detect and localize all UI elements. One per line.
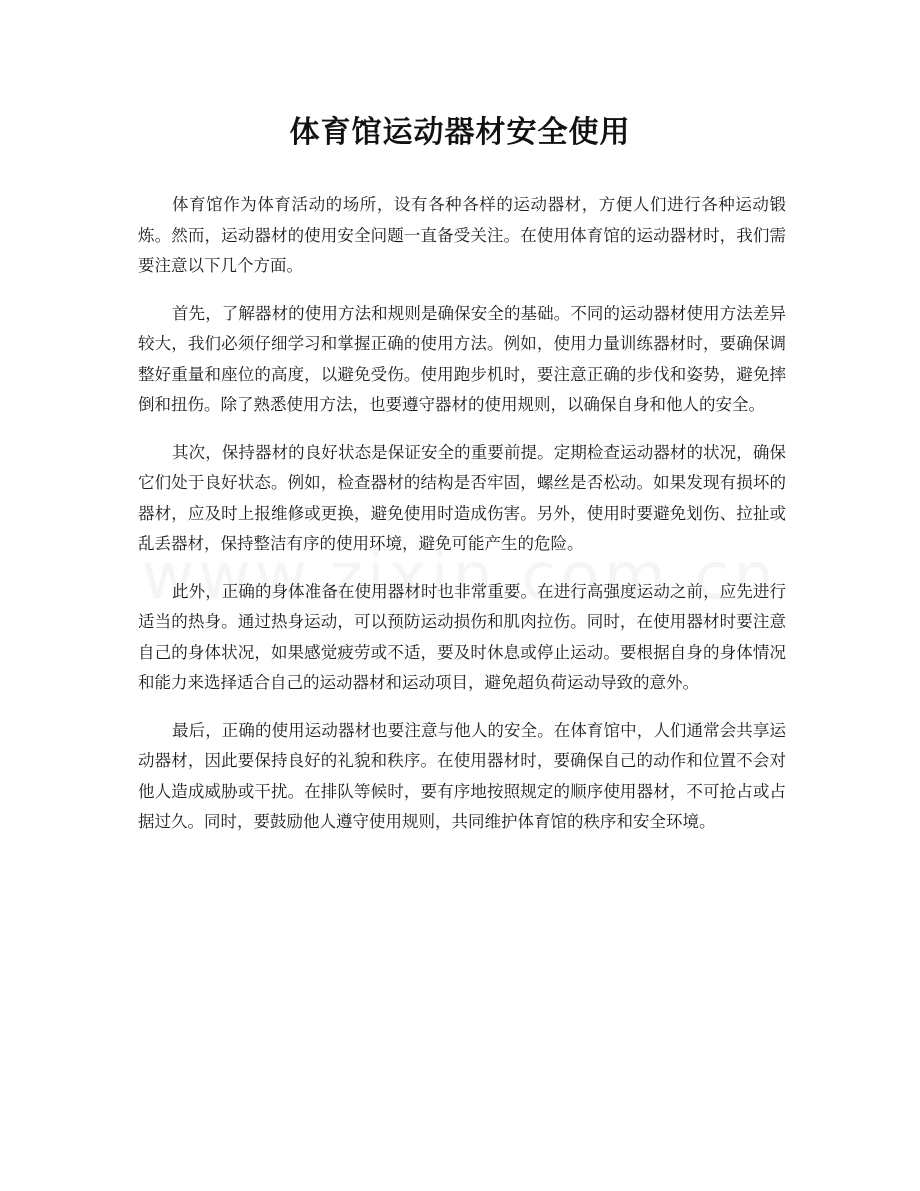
paragraph-usage-rules: 首先，了解器材的使用方法和规则是确保安全的基础。不同的运动器材使用方法差异较大，我们必须仔细学习和掌握正确的使用方法。例如，使用力量训练器材时，要确保调整好重量和座位的高度，以避免受伤。使用跑步机时，要注意正确的步伐和姿势，避免摔倒和扭伤。除了熟悉使用方法，也要遵守器材的使用规则，以确保自身和他人的安全。	[138, 303, 786, 414]
paragraph-intro: 体育馆作为体育活动的场所，设有各种各样的运动器材，方便人们进行各种运动锻炼。然而，运动器材的使用安全问题一直备受关注。在使用体育馆的运动器材时，我们需要注意以下几个方面。	[138, 195, 786, 275]
page-title: 体育馆运动器材安全使用	[289, 115, 631, 150]
document-body	[138, 190, 786, 838]
paragraph-body-preparation: 此外，正确的身体准备在使用器材时也非常重要。在进行高强度运动之前，应先进行适当的热身。通过热身运动，可以预防运动损伤和肌肉拉伤。同时，在使用器材时要注意自己的身体状况，如果感觉疲劳或不适，要及时休息或停止运动。要根据自身的身体情况和能力来选择适合自己的运动器材和运动项目，避免超负荷运动导致的意外。	[138, 581, 786, 692]
paragraph-others-safety: 最后，正确的使用运动器材也要注意与他人的安全。在体育馆中，人们通常会共享运动器材，因此要保持良好的礼貌和秩序。在使用器材时，要确保自己的动作和位置不会对他人造成威胁或干扰。在排队等候时，要有序地按照规定的顺序使用器材，不可抢占或占据过久。同时，要鼓励他人遵守使用规则，共同维护体育馆的秩序和安全环境。	[138, 720, 786, 831]
paragraph-equipment-condition: 其次，保持器材的良好状态是保证安全的重要前提。定期检查运动器材的状况，确保它们处于良好状态。例如，检查器材的结构是否牢固，螺丝是否松动。如果发现有损坏的器材，应及时上报维修或更换，避免使用时造成伤害。另外，使用时要避免划伤、拉扯或乱丢器材，保持整洁有序的使用环境，避免可能产生的危险。	[138, 442, 786, 553]
